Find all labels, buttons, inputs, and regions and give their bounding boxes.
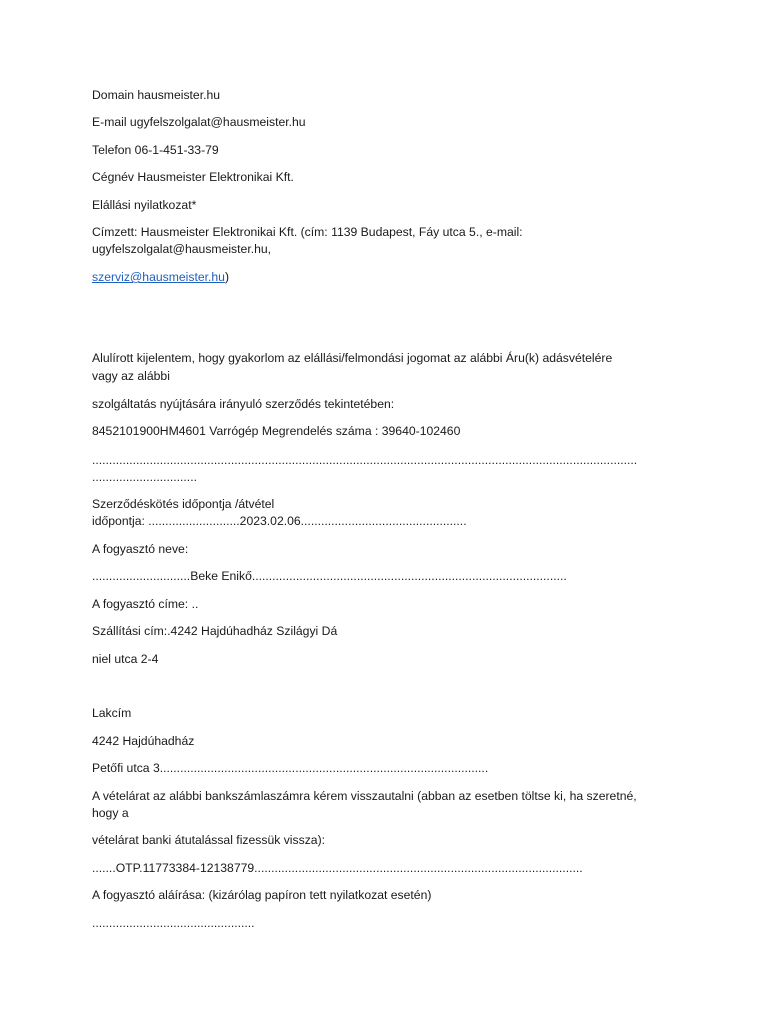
residence-street: Petőfi utca 3................................................................................................. <box>92 761 489 775</box>
contract-date-label: Szerződéskötés időpontja /átvétel <box>92 497 275 511</box>
statement-line-2: vagy az alábbi <box>92 369 170 383</box>
dotted-line-1: ................................................................................................................................................................. <box>92 453 638 467</box>
dotted-line-2: ............................... <box>92 470 197 484</box>
consumer-address-label: A fogyasztó címe: .. <box>92 597 199 611</box>
document-title: Elállási nyilatkozat* <box>92 198 197 212</box>
email-line: E-mail ugyfelszolgalat@hausmeister.hu <box>92 115 306 129</box>
residence-label: Lakcím <box>92 706 132 720</box>
company-line: Cégnév Hausmeister Elektronikai Kft. <box>92 170 294 184</box>
consumer-name-line: .............................Beke Enikő............................................................................................. <box>92 569 567 583</box>
refund-line-1: A vételárat az alábbi bankszámlaszámra kérem visszautalni (abban az esetben töltse ki, ha szeretné, <box>92 789 637 803</box>
phone-line: Telefon 06-1-451-33-79 <box>92 143 219 157</box>
residence-city: 4242 Hajdúhadház <box>92 734 195 748</box>
shipping-address-line-2: niel utca 2-4 <box>92 652 159 666</box>
recipient-line-1: Címzett: Hausmeister Elektronikai Kft. (cím: 1139 Budapest, Fáy utca 5., e-mail: <box>92 225 523 239</box>
statement-line-1: Alulírott kijelentem, hogy gyakorlom az elállási/felmondási jogomat az alábbi Áru(k) adásvételére <box>92 351 613 365</box>
product-line: 8452101900HM4601 Varrógép Megrendelés száma : 39640-102460 <box>92 424 461 438</box>
consumer-name-label: A fogyasztó neve: <box>92 542 189 556</box>
refund-line-3: vételárat banki átutalással fizessük vissza): <box>92 833 326 847</box>
signature-label: A fogyasztó aláírása: (kizárólag papíron tett nyilatkozat esetén) <box>92 888 432 902</box>
domain-line: Domain hausmeister.hu <box>92 88 221 102</box>
signature-line: ................................................ <box>92 916 255 930</box>
recipient-close: ) <box>224 270 230 284</box>
refund-line-2: hogy a <box>92 806 129 820</box>
service-email-link[interactable]: szerviz@hausmeister.hu <box>92 270 225 284</box>
recipient-line-2: ugyfelszolgalat@hausmeister.hu, <box>92 242 272 256</box>
contract-date-line: időpontja: ...........................2023.02.06................................................. <box>92 514 467 528</box>
recipient-line-3 <box>92 269 229 285</box>
statement-line-3: szolgáltatás nyújtására irányuló szerződés tekintetében: <box>92 397 395 411</box>
bank-account-line: .......OTP.11773384-12138779................................................................................................. <box>92 861 583 875</box>
shipping-address-line-1: Szállítási cím:.4242 Hajdúhadház Szilágyi Dá <box>92 624 338 638</box>
